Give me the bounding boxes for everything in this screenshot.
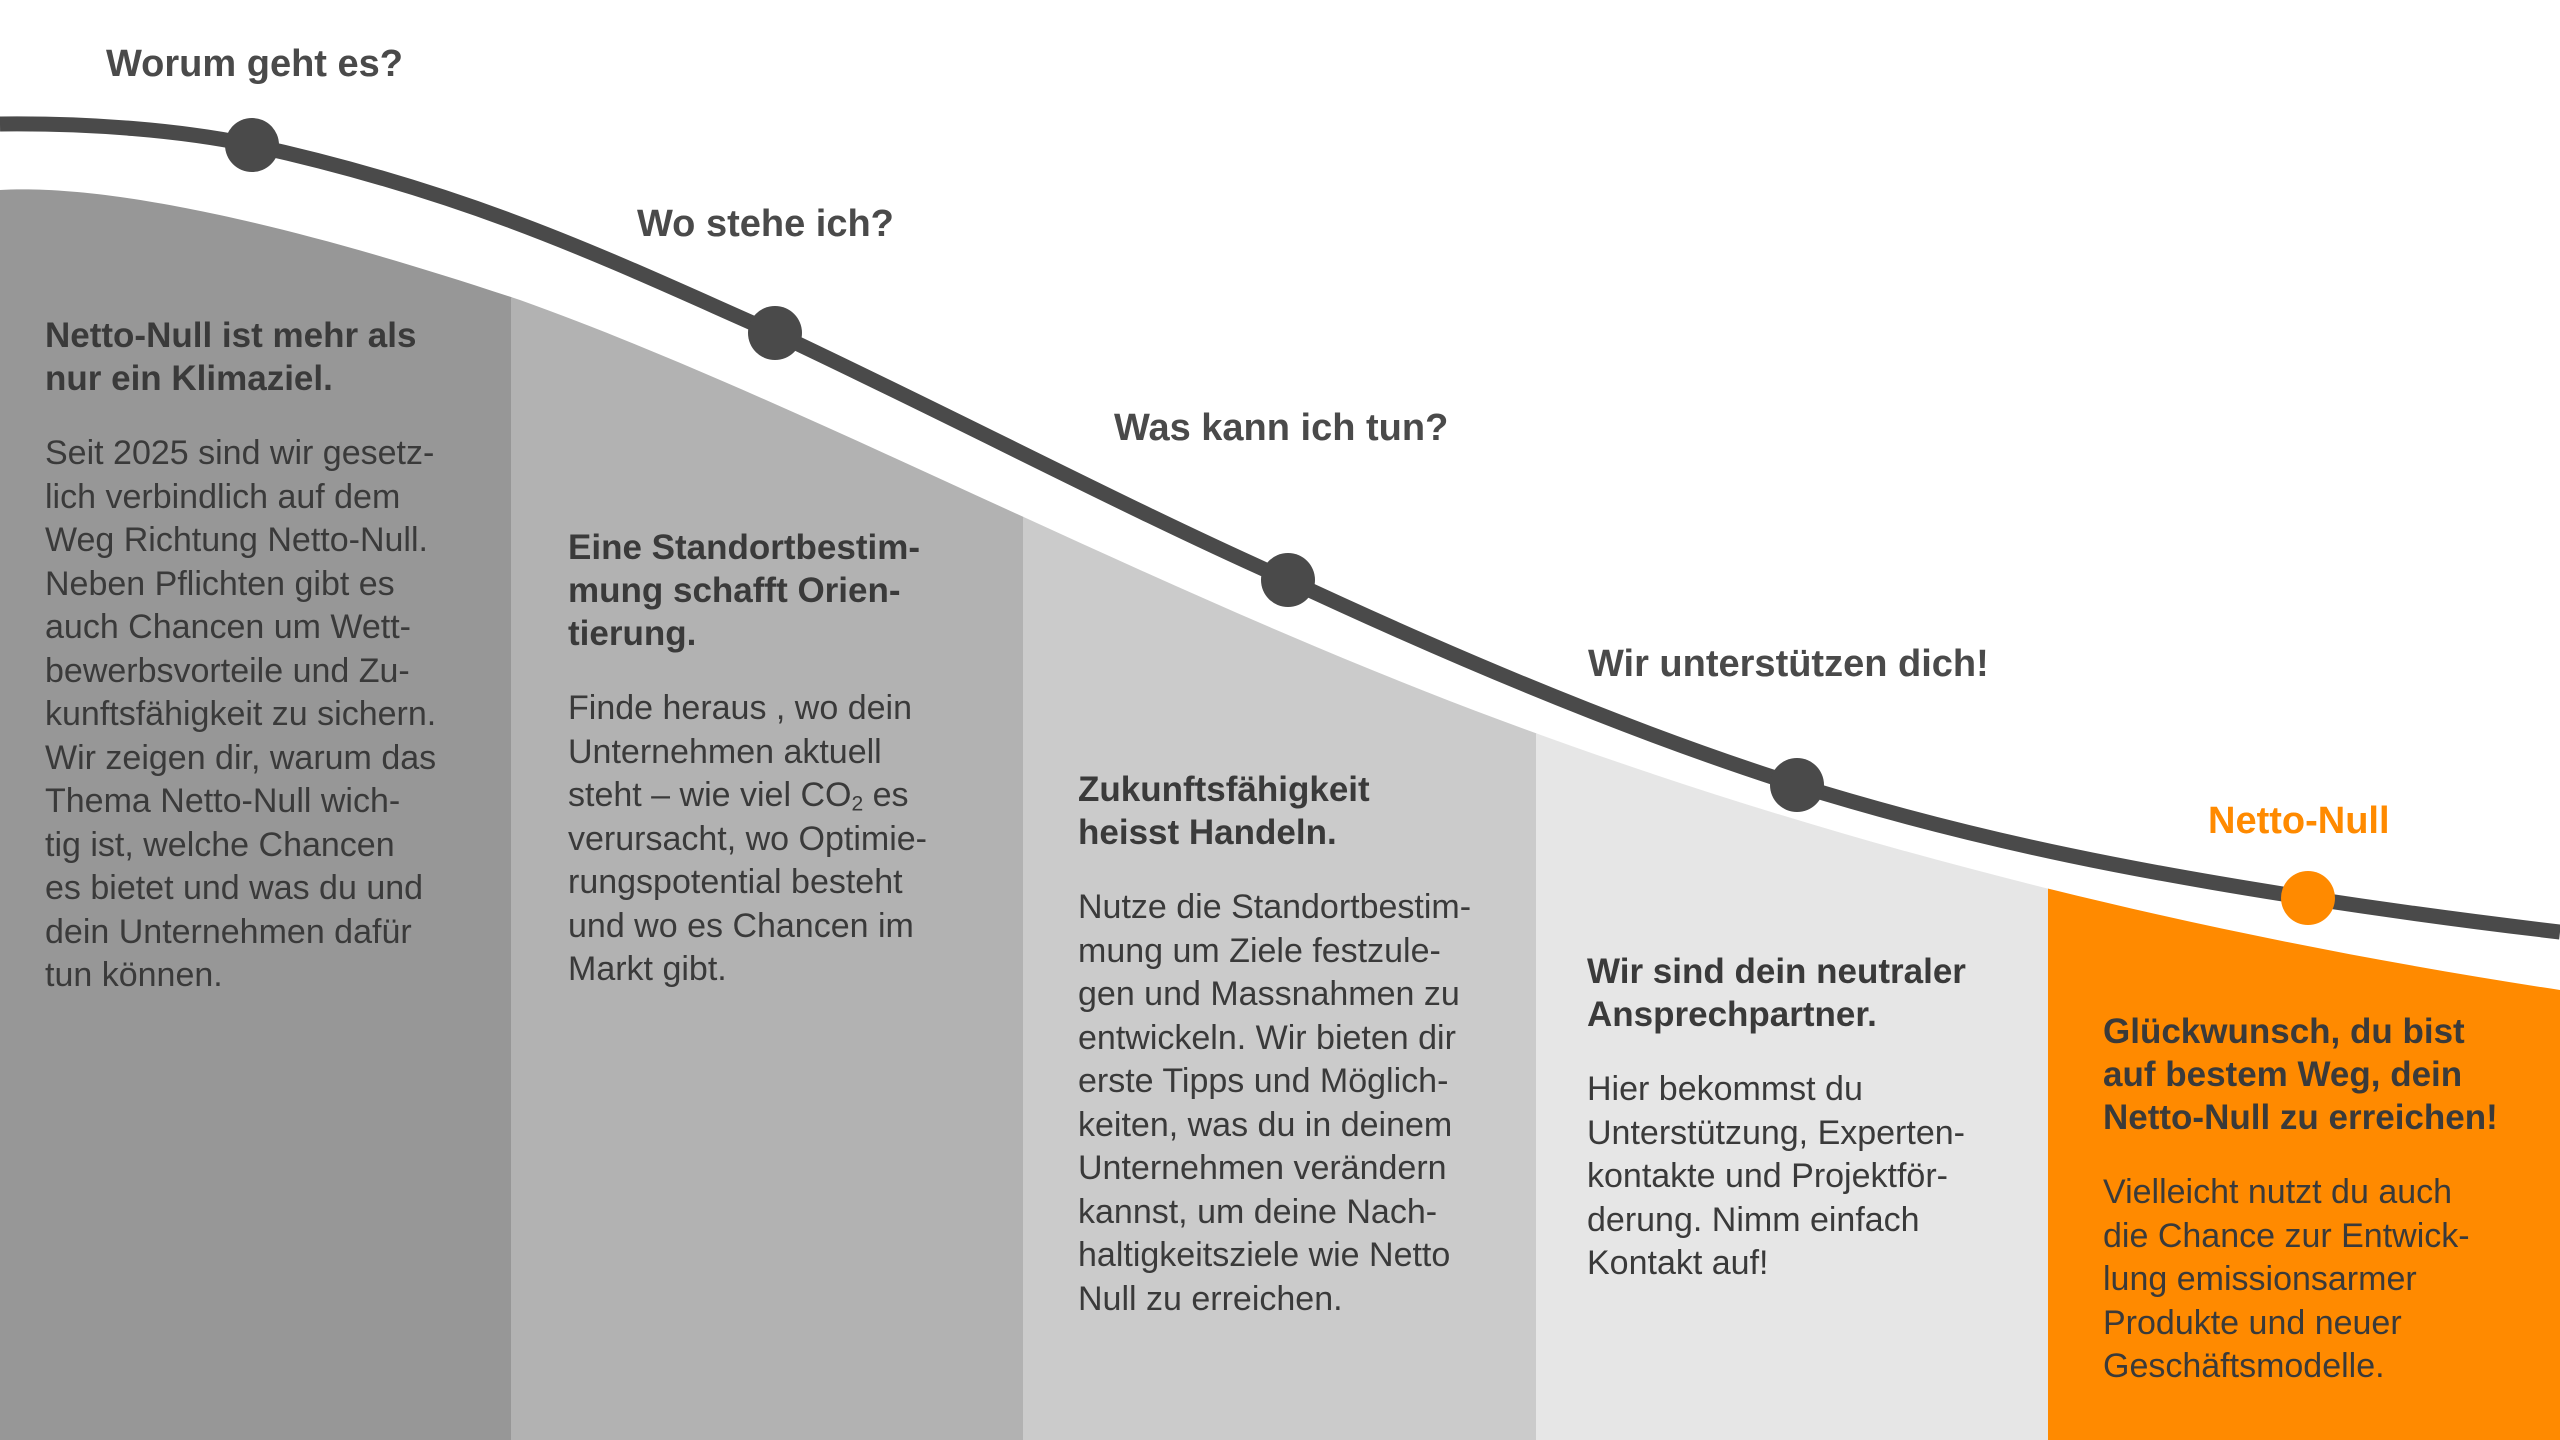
step-4-text-block (1587, 950, 2027, 1286)
step-5-label: Netto-Null (2208, 800, 2390, 842)
step-4-heading: Wir sind dein neutraler Ansprechpartner. (1587, 952, 1966, 1034)
step-5-heading: Glückwunsch, du bist auf bestem Weg, dein Netto-Null zu erreichen! (2103, 1012, 2498, 1137)
step-3-label: Was kann ich tun? (1114, 407, 1449, 449)
co2-subscript: 2 (851, 792, 864, 816)
step-2-marker (748, 306, 802, 360)
step-1-heading: Netto-Null ist mehr als nur ein Klimaziel. (45, 316, 417, 398)
step-2-body (568, 687, 1008, 992)
step-1-label: Worum geht es? (106, 43, 403, 85)
step-2-label: Wo stehe ich? (637, 203, 894, 245)
step-2-body-part-2: es verursacht, wo Optimie- rungspotential besteht und wo es Chancen im Markt gibt. (568, 776, 927, 988)
step-1-body: Seit 2025 sind wir gesetz- lich verbindlich auf dem Weg Richtung Netto-Null. Neben Pflichten gibt es auch Chancen um Wett- bewerbsvorteile und Zu- kunftsfähigkeit zu sichern. Wir zeigen dir, warum das Thema Netto-Null wich- tig ist, welche Chancen es bietet und was du und dein Unternehmen dafür tun können. (45, 434, 437, 994)
step-2-body-part-1: Finde heraus , wo dein Unternehmen aktuell steht – wie viel CO (568, 689, 912, 814)
step-5-body: Vielleicht nutzt du auch die Chance zur Entwick- lung emissionsarmer Produkte und neuer Geschäftsmodelle. (2103, 1173, 2470, 1385)
step-5-marker (2281, 871, 2335, 925)
step-3-heading: Zukunftsfähigkeit heisst Handeln. (1078, 770, 1370, 852)
step-3-marker (1261, 553, 1315, 607)
step-3-text-block (1078, 768, 1518, 1321)
step-2-heading: Eine Standortbestim- mung schafft Orien- tierung. (568, 528, 920, 653)
step-3-body: Nutze die Standortbestim- mung um Ziele festzule- gen und Massnahmen zu entwickeln. Wir bieten dir erste Tipps und Möglich- keiten, was du in deinem Unternehmen verändern kannst, um deine Nach- haltigkeitsziele wie Netto Null zu erreichen. (1078, 888, 1472, 1318)
step-4-marker (1770, 758, 1824, 812)
step-1-text-block (45, 314, 485, 998)
step-4-label: Wir unterstützen dich! (1588, 643, 1989, 685)
step-4-body: Hier bekommst du Unterstützung, Experten- kontakte und Projektför- derung. Nimm einfach Kontakt auf! (1587, 1070, 1965, 1282)
step-2-text-block (568, 526, 1008, 992)
step-1-marker (225, 118, 279, 172)
step-5-text-block (2103, 1010, 2548, 1389)
